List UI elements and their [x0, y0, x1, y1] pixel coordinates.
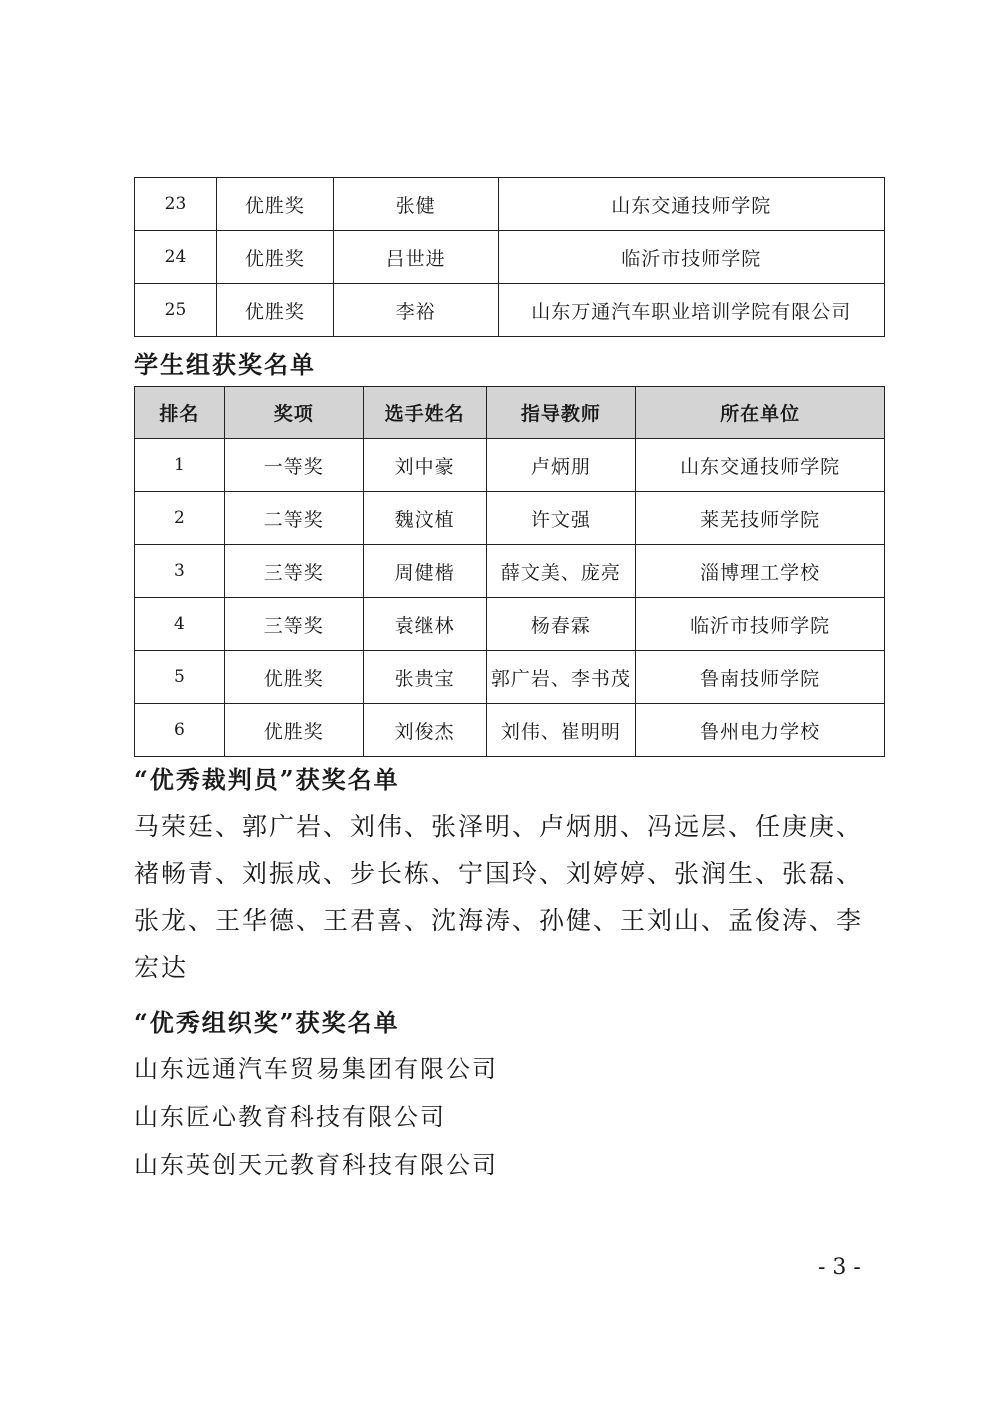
table-header-row — [135, 387, 885, 439]
rank-cell: 6 — [135, 704, 225, 757]
excellent-referee-heading: “优秀裁判员”获奖名单 — [134, 765, 400, 794]
rank-cell: 5 — [135, 651, 225, 704]
unit-cell: 临沂市技师学院 — [498, 231, 884, 284]
unit-cell: 淄博理工学校 — [636, 545, 885, 598]
name-cell: 袁继林 — [363, 598, 486, 651]
unit-cell: 莱芜技师学院 — [636, 492, 885, 545]
award-cell: 一等奖 — [224, 439, 363, 492]
teacher-cell: 卢炳朋 — [486, 439, 636, 492]
teacher-cell: 杨春霖 — [486, 598, 636, 651]
referee-names-paragraph: 马荣廷、郭广岩、刘伟、张泽明、卢炳朋、冯远层、任庚庚、褚畅青、刘振成、步长栋、宁国玲、刘婷婷、张润生、张磊、张龙、王华德、王君喜、沈海涛、孙健、王刘山、孟俊涛、李宏达 — [134, 812, 864, 982]
page-number: - 3 - — [818, 1255, 861, 1280]
award-cell: 优胜奖 — [224, 704, 363, 757]
rank-cell: 2 — [135, 492, 225, 545]
name-cell: 刘俊杰 — [363, 704, 486, 757]
list-item: 山东匠心教育科技有限公司 — [134, 1103, 446, 1131]
rank-cell: 25 — [135, 284, 217, 337]
table-row — [135, 545, 885, 598]
top-award-table — [134, 177, 885, 337]
name-cell: 周健楷 — [363, 545, 486, 598]
header-award: 奖项 — [224, 387, 363, 439]
unit-cell: 山东交通技师学院 — [498, 178, 884, 231]
table-row — [135, 439, 885, 492]
rank-cell: 23 — [135, 178, 217, 231]
table-row — [135, 704, 885, 757]
organization-list — [134, 1045, 498, 1189]
header-rank: 排名 — [135, 387, 225, 439]
teacher-cell: 薛文美、庞亮 — [486, 545, 636, 598]
teacher-cell: 刘伟、崔明明 — [486, 704, 636, 757]
award-cell: 优胜奖 — [216, 231, 333, 284]
award-cell: 三等奖 — [224, 598, 363, 651]
table-row — [135, 492, 885, 545]
rank-cell: 4 — [135, 598, 225, 651]
award-cell: 优胜奖 — [216, 284, 333, 337]
table-row — [135, 284, 885, 337]
name-cell: 刘中豪 — [363, 439, 486, 492]
student-group-heading: 学生组获奖名单 — [134, 350, 316, 379]
unit-cell: 山东万通汽车职业培训学院有限公司 — [498, 284, 884, 337]
unit-cell: 鲁州电力学校 — [636, 704, 885, 757]
table-row — [135, 598, 885, 651]
table-row — [135, 231, 885, 284]
unit-cell: 临沂市技师学院 — [636, 598, 885, 651]
name-cell: 吕世进 — [333, 231, 498, 284]
name-cell: 李裕 — [333, 284, 498, 337]
award-cell: 优胜奖 — [224, 651, 363, 704]
excellent-organization-heading: “优秀组织奖”获奖名单 — [134, 1008, 400, 1037]
unit-cell: 鲁南技师学院 — [636, 651, 885, 704]
header-teacher: 指导教师 — [486, 387, 636, 439]
award-cell: 优胜奖 — [216, 178, 333, 231]
list-item: 山东英创天元教育科技有限公司 — [134, 1151, 498, 1179]
header-unit: 所在单位 — [636, 387, 885, 439]
teacher-cell: 郭广岩、李书茂 — [486, 651, 636, 704]
award-cell: 二等奖 — [224, 492, 363, 545]
table-row — [135, 178, 885, 231]
name-cell: 张贵宝 — [363, 651, 486, 704]
student-award-table — [134, 386, 885, 757]
rank-cell: 24 — [135, 231, 217, 284]
header-contestant: 选手姓名 — [363, 387, 486, 439]
award-cell: 三等奖 — [224, 545, 363, 598]
list-item: 山东远通汽车贸易集团有限公司 — [134, 1055, 498, 1083]
rank-cell: 1 — [135, 439, 225, 492]
table-row — [135, 651, 885, 704]
name-cell: 魏汶植 — [363, 492, 486, 545]
rank-cell: 3 — [135, 545, 225, 598]
unit-cell: 山东交通技师学院 — [636, 439, 885, 492]
teacher-cell: 许文强 — [486, 492, 636, 545]
name-cell: 张健 — [333, 178, 498, 231]
